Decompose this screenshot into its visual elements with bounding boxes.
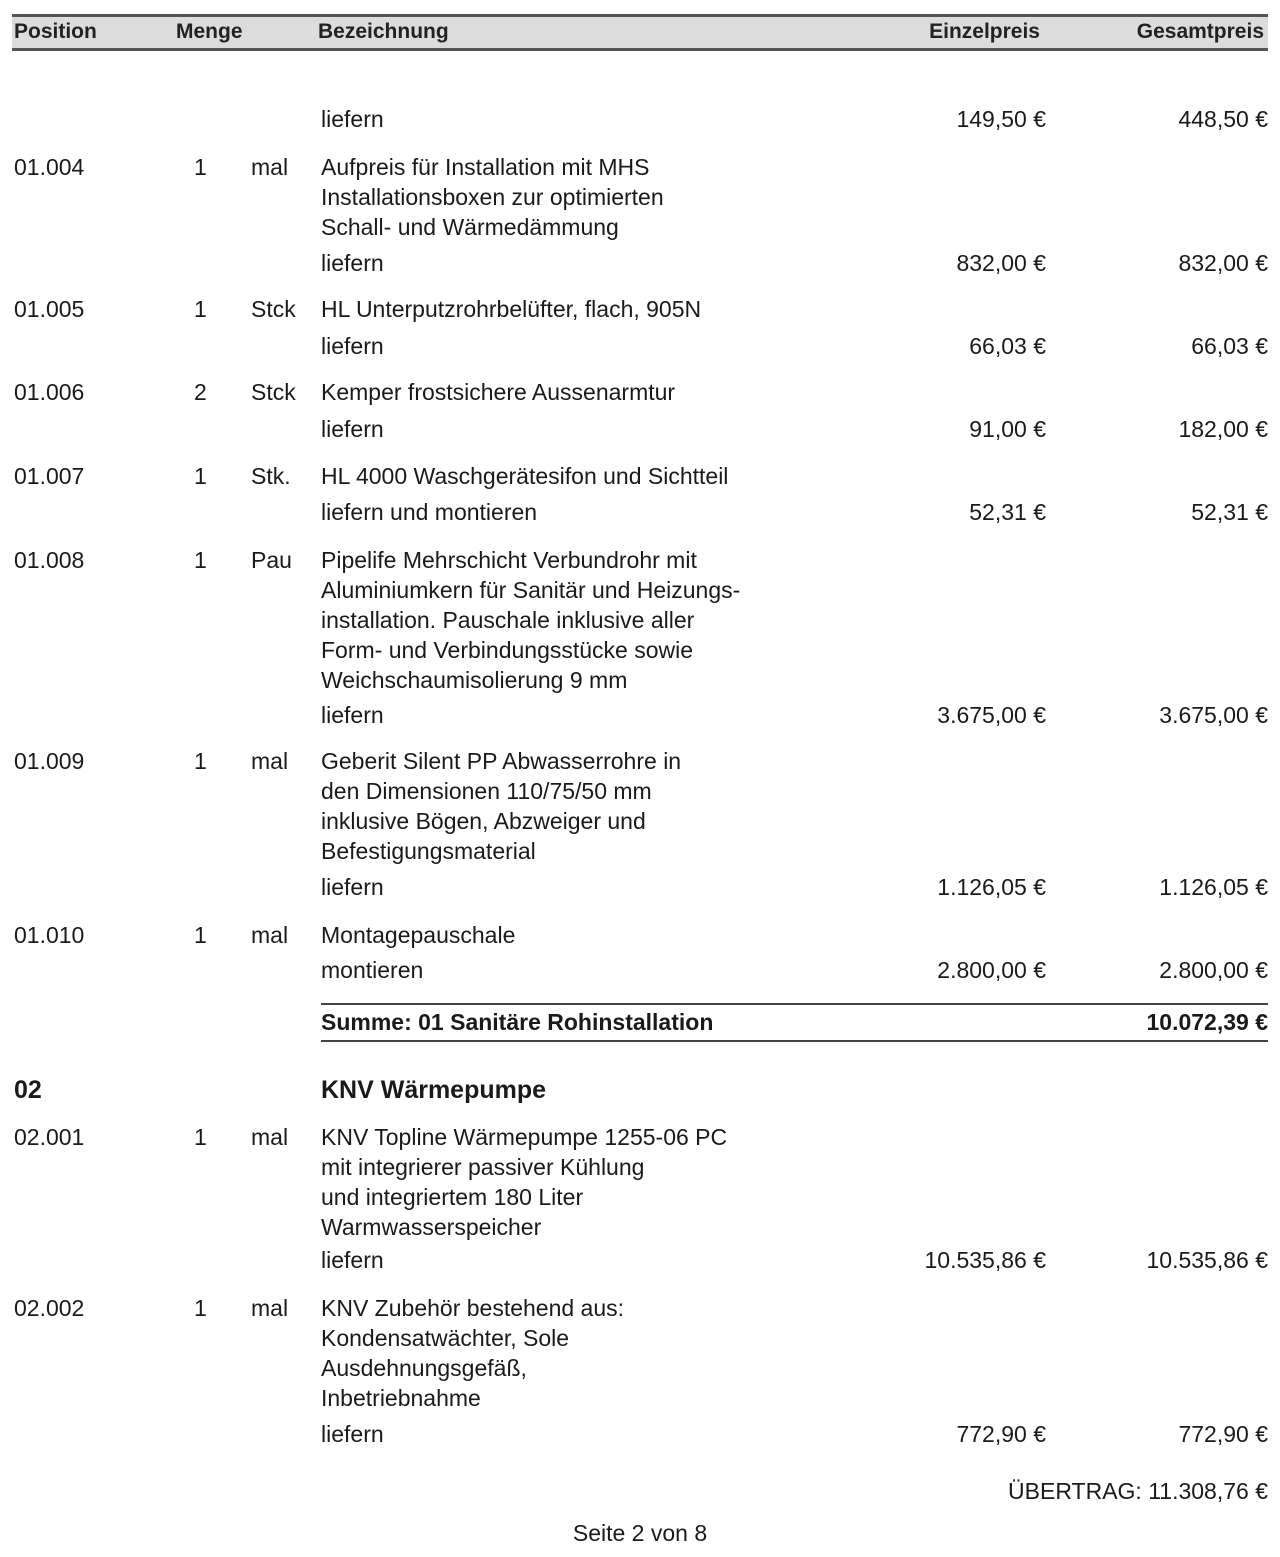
- header-bottom-rule: [12, 48, 1268, 51]
- row-unit: mal: [251, 1295, 289, 1321]
- description-line: HL 4000 Waschgerätesifon und Sichtteil: [321, 463, 729, 489]
- row-action: liefern: [321, 106, 384, 132]
- description-line: und integriertem 180 Liter: [321, 1184, 584, 1210]
- description-line: KNV Topline Wärmepumpe 1255-06 PC: [321, 1124, 728, 1150]
- description-line: Schall- und Wärmedämmung: [321, 214, 619, 240]
- row-description: [321, 461, 841, 491]
- row-description: [321, 294, 841, 324]
- row-description: [321, 1122, 841, 1242]
- row-quantity: 1: [194, 463, 207, 489]
- description-line: KNV Zubehör bestehend aus:: [321, 1295, 625, 1321]
- summary-total: 10.072,39 €: [1146, 1009, 1268, 1035]
- description-line: mit integrierer passiver Kühlung: [321, 1154, 645, 1180]
- row-unit-price: 149,50 €: [956, 106, 1046, 132]
- description-line: Aluminiumkern für Sanitär und Heizungs-: [321, 577, 741, 603]
- row-total: 66,03 €: [1191, 333, 1268, 359]
- row-total: 1.126,05 €: [1159, 874, 1268, 900]
- row-unit-price: 2.800,00 €: [937, 957, 1046, 983]
- row-total: 10.535,86 €: [1146, 1247, 1268, 1273]
- row-description: [321, 920, 841, 950]
- row-unit: mal: [251, 748, 289, 774]
- description-line: Pipelife Mehrschicht Verbundrohr mit: [321, 547, 697, 573]
- row-description: [321, 152, 841, 242]
- summary-label: Summe: 01 Sanitäre Rohinstallation: [321, 1009, 714, 1035]
- row-unit-price: 1.126,05 €: [937, 874, 1046, 900]
- row-action: liefern: [321, 333, 384, 359]
- row-position: 02.002: [14, 1295, 85, 1321]
- description-line: Kemper frostsichere Aussenarmtur: [321, 379, 676, 405]
- column-header-menge: Menge: [176, 20, 243, 43]
- row-action: liefern: [321, 874, 384, 900]
- row-quantity: 1: [194, 154, 207, 180]
- row-unit-price: 3.675,00 €: [937, 702, 1046, 728]
- row-position: 01.007: [14, 463, 85, 489]
- description-line: HL Unterputzrohrbelüfter, flach, 905N: [321, 296, 702, 322]
- description-line: Aufpreis für Installation mit MHS: [321, 154, 650, 180]
- row-quantity: 2: [194, 379, 207, 405]
- description-line: den Dimensionen 110/75/50 mm: [321, 778, 652, 804]
- row-action: liefern und montieren: [321, 499, 538, 525]
- row-action: liefern: [321, 1247, 384, 1273]
- row-quantity: 1: [194, 748, 207, 774]
- row-action: montieren: [321, 957, 424, 983]
- row-unit-price: 832,00 €: [956, 250, 1046, 276]
- row-total: 3.675,00 €: [1159, 702, 1268, 728]
- row-position: 01.004: [14, 154, 85, 180]
- row-total: 448,50 €: [1178, 106, 1268, 132]
- row-unit-price: 66,03 €: [969, 333, 1046, 359]
- row-description: [321, 545, 841, 695]
- row-quantity: 1: [194, 1124, 207, 1150]
- description-line: Inbetriebnahme: [321, 1385, 481, 1411]
- row-unit: Stk.: [251, 463, 291, 489]
- row-unit: mal: [251, 922, 289, 948]
- description-line: Installationsboxen zur optimierten: [321, 184, 664, 210]
- description-line: inklusive Bögen, Abzweiger und: [321, 808, 646, 834]
- row-position: 01.008: [14, 547, 85, 573]
- row-action: liefern: [321, 250, 384, 276]
- description-line: Montagepauschale: [321, 922, 516, 948]
- column-header-bezeichnung: Bezeichnung: [318, 20, 449, 43]
- row-unit-price: 52,31 €: [969, 499, 1046, 525]
- row-unit-price: 10.535,86 €: [924, 1247, 1046, 1273]
- section-title: KNV Wärmepumpe: [321, 1076, 547, 1104]
- description-line: Form- und Verbindungsstücke sowie: [321, 637, 694, 663]
- row-position: 01.010: [14, 922, 85, 948]
- row-total: 182,00 €: [1178, 416, 1268, 442]
- row-action: liefern: [321, 1421, 384, 1447]
- row-position: 01.006: [14, 379, 85, 405]
- column-header-einzelpreis: Einzelpreis: [929, 20, 1040, 43]
- description-line: Weichschaumisolierung 9 mm: [321, 667, 628, 693]
- row-unit: Pau: [251, 547, 292, 573]
- column-header-gesamtpreis: Gesamtpreis: [1136, 20, 1264, 43]
- section-number: 02: [14, 1076, 42, 1104]
- description-line: installation. Pauschale inklusive aller: [321, 607, 695, 633]
- description-line: Befestigungsmaterial: [321, 838, 536, 864]
- row-unit-price: 772,90 €: [956, 1421, 1046, 1447]
- row-quantity: 1: [194, 547, 207, 573]
- carryover-total: ÜBERTRAG: 11.308,76 €: [1008, 1478, 1268, 1504]
- row-position: 01.005: [14, 296, 85, 322]
- row-total: 772,90 €: [1178, 1421, 1268, 1447]
- row-position: 01.009: [14, 748, 85, 774]
- page-number: Seite 2 von 8: [572, 1520, 708, 1546]
- column-header-position: Position: [14, 20, 97, 43]
- summary-top-rule: [321, 1003, 1268, 1005]
- row-total: 2.800,00 €: [1159, 957, 1268, 983]
- row-action: liefern: [321, 702, 384, 728]
- header-top-rule: [12, 14, 1268, 17]
- description-line: Kondensatwächter, Sole: [321, 1325, 570, 1351]
- description-line: Ausdehnungsgefäß,: [321, 1355, 527, 1381]
- row-description: [321, 746, 841, 866]
- row-quantity: 1: [194, 1295, 207, 1321]
- row-total: 52,31 €: [1191, 499, 1268, 525]
- row-unit-price: 91,00 €: [969, 416, 1046, 442]
- row-quantity: 1: [194, 296, 207, 322]
- row-unit: Stck: [251, 296, 296, 322]
- row-unit: mal: [251, 154, 289, 180]
- row-unit: mal: [251, 1124, 289, 1150]
- description-line: Geberit Silent PP Abwasserrohre in: [321, 748, 682, 774]
- row-total: 832,00 €: [1178, 250, 1268, 276]
- row-unit: Stck: [251, 379, 296, 405]
- row-position: 02.001: [14, 1124, 85, 1150]
- row-description: [321, 1293, 841, 1413]
- row-description: [321, 377, 841, 407]
- row-action: liefern: [321, 416, 384, 442]
- summary-bottom-rule: [321, 1040, 1268, 1042]
- description-line: Warmwasserspeicher: [321, 1214, 542, 1240]
- row-quantity: 1: [194, 922, 207, 948]
